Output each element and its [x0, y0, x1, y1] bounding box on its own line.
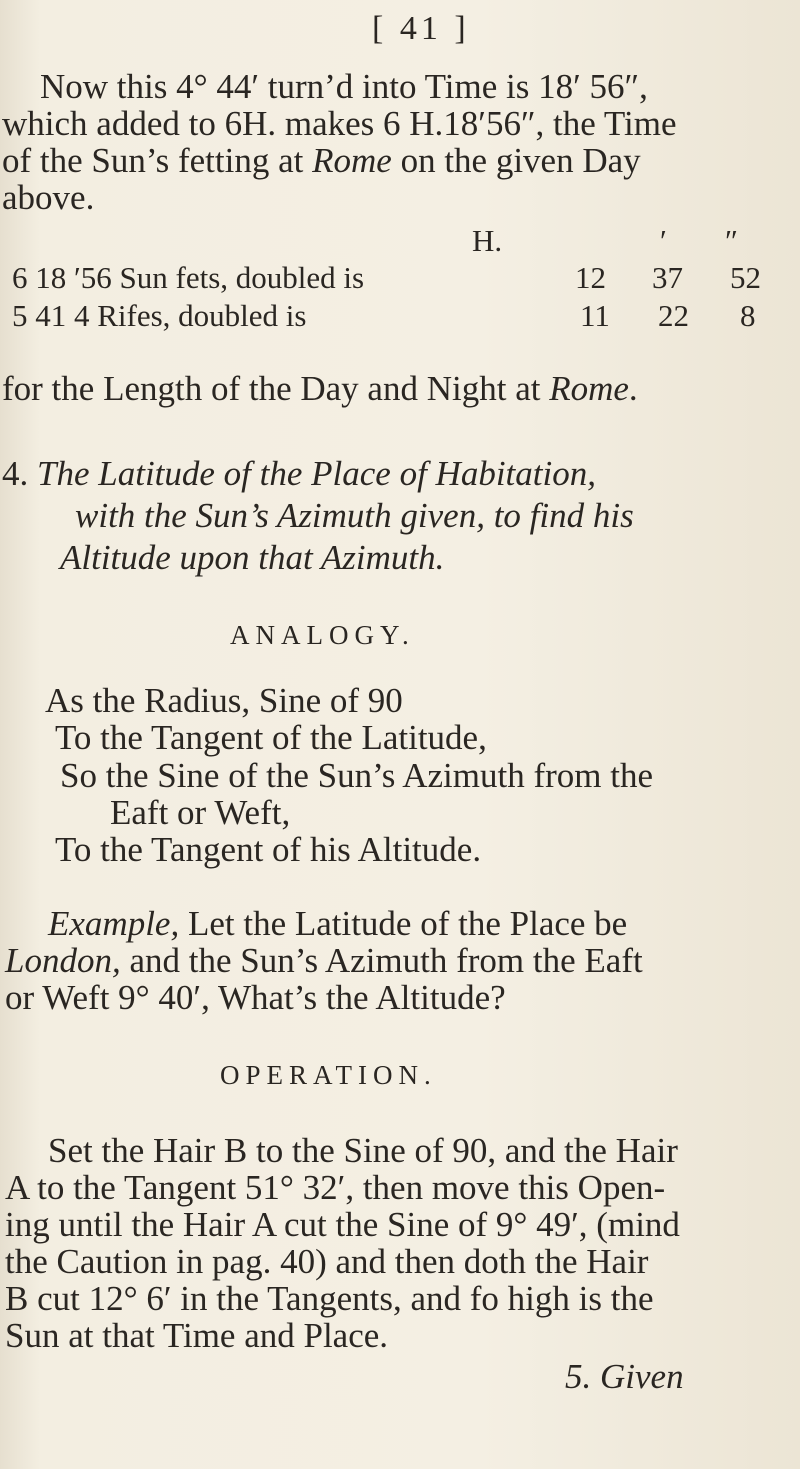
table-row-sunrise-seconds: 8	[740, 298, 756, 333]
catchword: 5. Given	[565, 1357, 684, 1396]
example-line-2: London, and the Sun’s Azimuth from the Eaft	[5, 941, 643, 980]
unit-hours: H.	[472, 223, 503, 258]
operation-line-2: A to the Tangent 51° 32′, then move this Open-	[5, 1168, 666, 1207]
example-line-1: Example, Let the Latitude of the Place be	[48, 904, 628, 943]
analogy-line-1: As the Radius, Sine of 90	[45, 681, 403, 720]
unit-seconds: ″	[725, 223, 738, 258]
operation-line-4: the Caution in pag. 40) and then doth the Hair	[5, 1242, 649, 1281]
intro-line-2: which added to 6H. makes 6 H.18′56″, the Time	[2, 104, 677, 143]
analogy-line-2: To the Tangent of the Latitude,	[55, 718, 487, 757]
intro-line-3: of the Sun’s fetting at Rome on the given Day	[2, 141, 641, 180]
operation-line-3: ing until the Hair A cut the Sine of 9° 49′, (mind	[5, 1205, 680, 1244]
example-line-3: or Weft 9° 40′, What’s the Altitude?	[5, 978, 506, 1017]
unit-minutes: ′	[660, 223, 667, 258]
operation-line-5: B cut 12° 6′ in the Tangents, and fo high is the	[5, 1279, 654, 1318]
table-row-sunset-minutes: 37	[652, 260, 683, 295]
table-row-sunset: 6 18 ′56 Sun fets, doubled is	[12, 260, 365, 295]
analogy-line-5: To the Tangent of his Altitude.	[55, 830, 482, 869]
table-row-sunrise-minutes: 22	[658, 298, 689, 333]
analogy-line-3: So the Sine of the Sun’s Azimuth from the	[60, 756, 654, 795]
length-line: for the Length of the Day and Night at Rome.	[2, 369, 638, 408]
intro-line-4: above.	[2, 178, 95, 217]
page-number: [ 41 ]	[372, 10, 470, 47]
table-row-sunrise-hours: 11	[580, 298, 610, 333]
problem-line-3: Altitude upon that Azimuth.	[60, 538, 445, 577]
problem-line-1: 4. The Latitude of the Place of Habitation,	[2, 454, 596, 493]
table-row-sunrise: 5 41 4 Rifes, doubled is	[12, 298, 307, 333]
operation-line-1: Set the Hair B to the Sine of 90, and the Hair	[48, 1131, 678, 1170]
operation-heading: OPERATION.	[220, 1060, 437, 1090]
analogy-line-4: Eaft or Weft,	[110, 793, 291, 832]
problem-number: 4.	[2, 454, 29, 493]
operation-line-6: Sun at that Time and Place.	[5, 1316, 389, 1355]
intro-line-1: Now this 4° 44′ turn’d into Time is 18′ 56″,	[40, 67, 648, 106]
analogy-heading: ANALOGY.	[230, 620, 415, 650]
problem-line-2: with the Sun’s Azimuth given, to find his	[75, 496, 634, 535]
table-row-sunset-hours: 12	[575, 260, 606, 295]
table-row-sunset-seconds: 52	[730, 260, 761, 295]
